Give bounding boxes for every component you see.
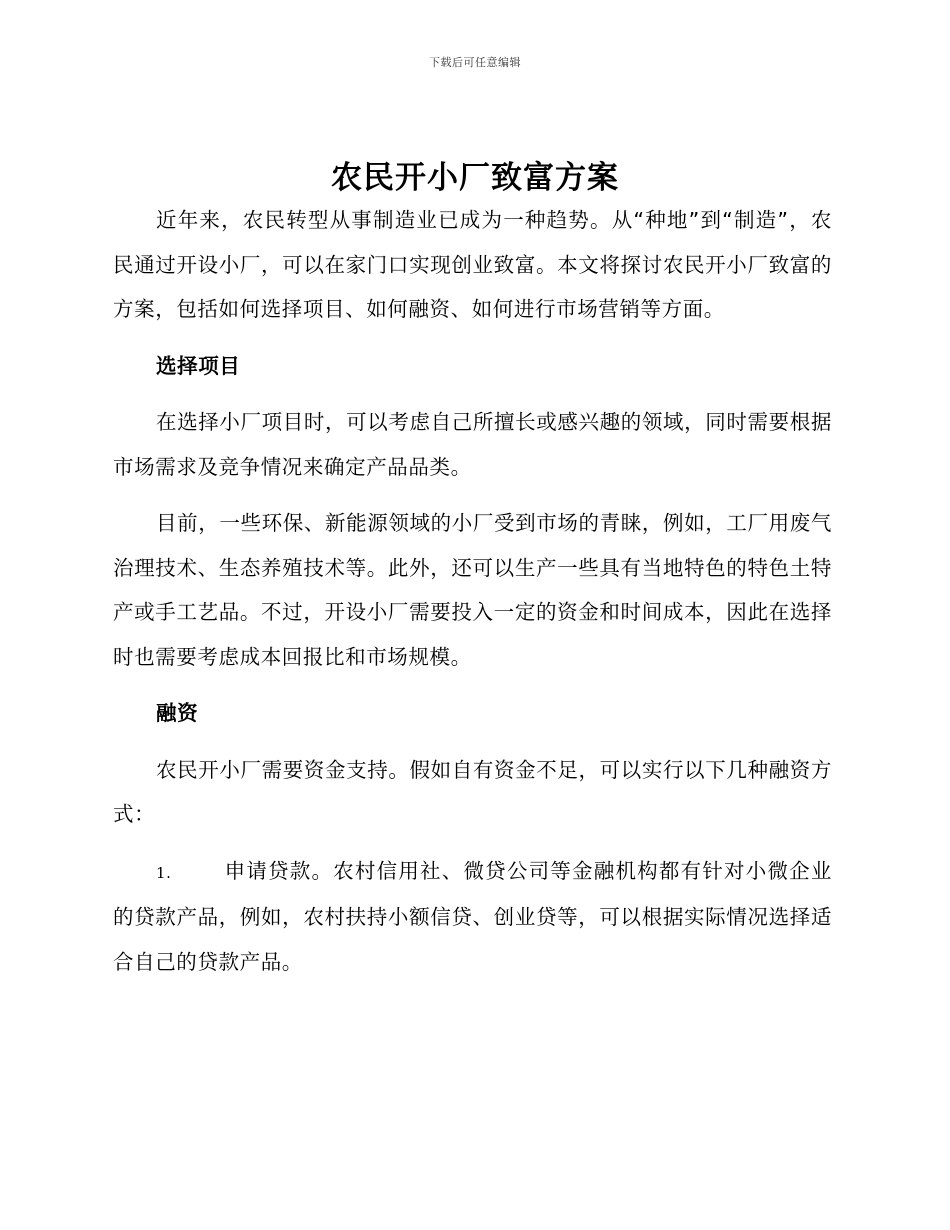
list-item-text: 申请贷款。农村信用社、微贷公司等金融机构都有针对小微企业的贷款产品，例如，农村扶持小额信贷、创业贷等，可以根据实际情况选择适合自己的贷款产品。 — [113, 858, 832, 974]
header-note: 下载后可任意编辑 — [429, 56, 521, 69]
intro-paragraph: 近年来，农民转型从事制造业已成为一种趋势。从“种地”到“制造”，农民通过开设小厂，可以在家门口实现创业致富。本文将探讨农民开小厂致富的方案，包括如何选择项目、如何融资、如何进行市场营销等方面。 — [113, 208, 832, 321]
section-heading-financing: 融资 — [156, 701, 199, 725]
section-heading-choose-project: 选择项目 — [156, 353, 241, 378]
list-item-number: 1. — [156, 863, 172, 882]
paragraph-choose-project-2: 目前，一些环保、新能源领域的小厂受到市场的青睐，例如，工厂用废气治理技术、生态养殖技术等。此外，还可以生产一些具有当地特色的特色土特产或手工艺品。不过，开设小厂需要投入一定的资金和时间成本，因此在选择时也需要考虑成本回报比和市场规模。 — [113, 511, 832, 669]
document-title: 农民开小厂致富方案 — [331, 160, 619, 196]
paragraph-financing-1: 农民开小厂需要资金支持。假如自有资金不足，可以实行以下几种融资方式： — [113, 757, 832, 826]
document-body — [113, 198, 832, 984]
paragraph-choose-project-1: 在选择小厂项目时，可以考虑自己所擅长或感兴趣的领域，同时需要根据市场需求及竞争情况来确定产品品类。 — [113, 410, 832, 479]
list-item — [113, 849, 832, 985]
